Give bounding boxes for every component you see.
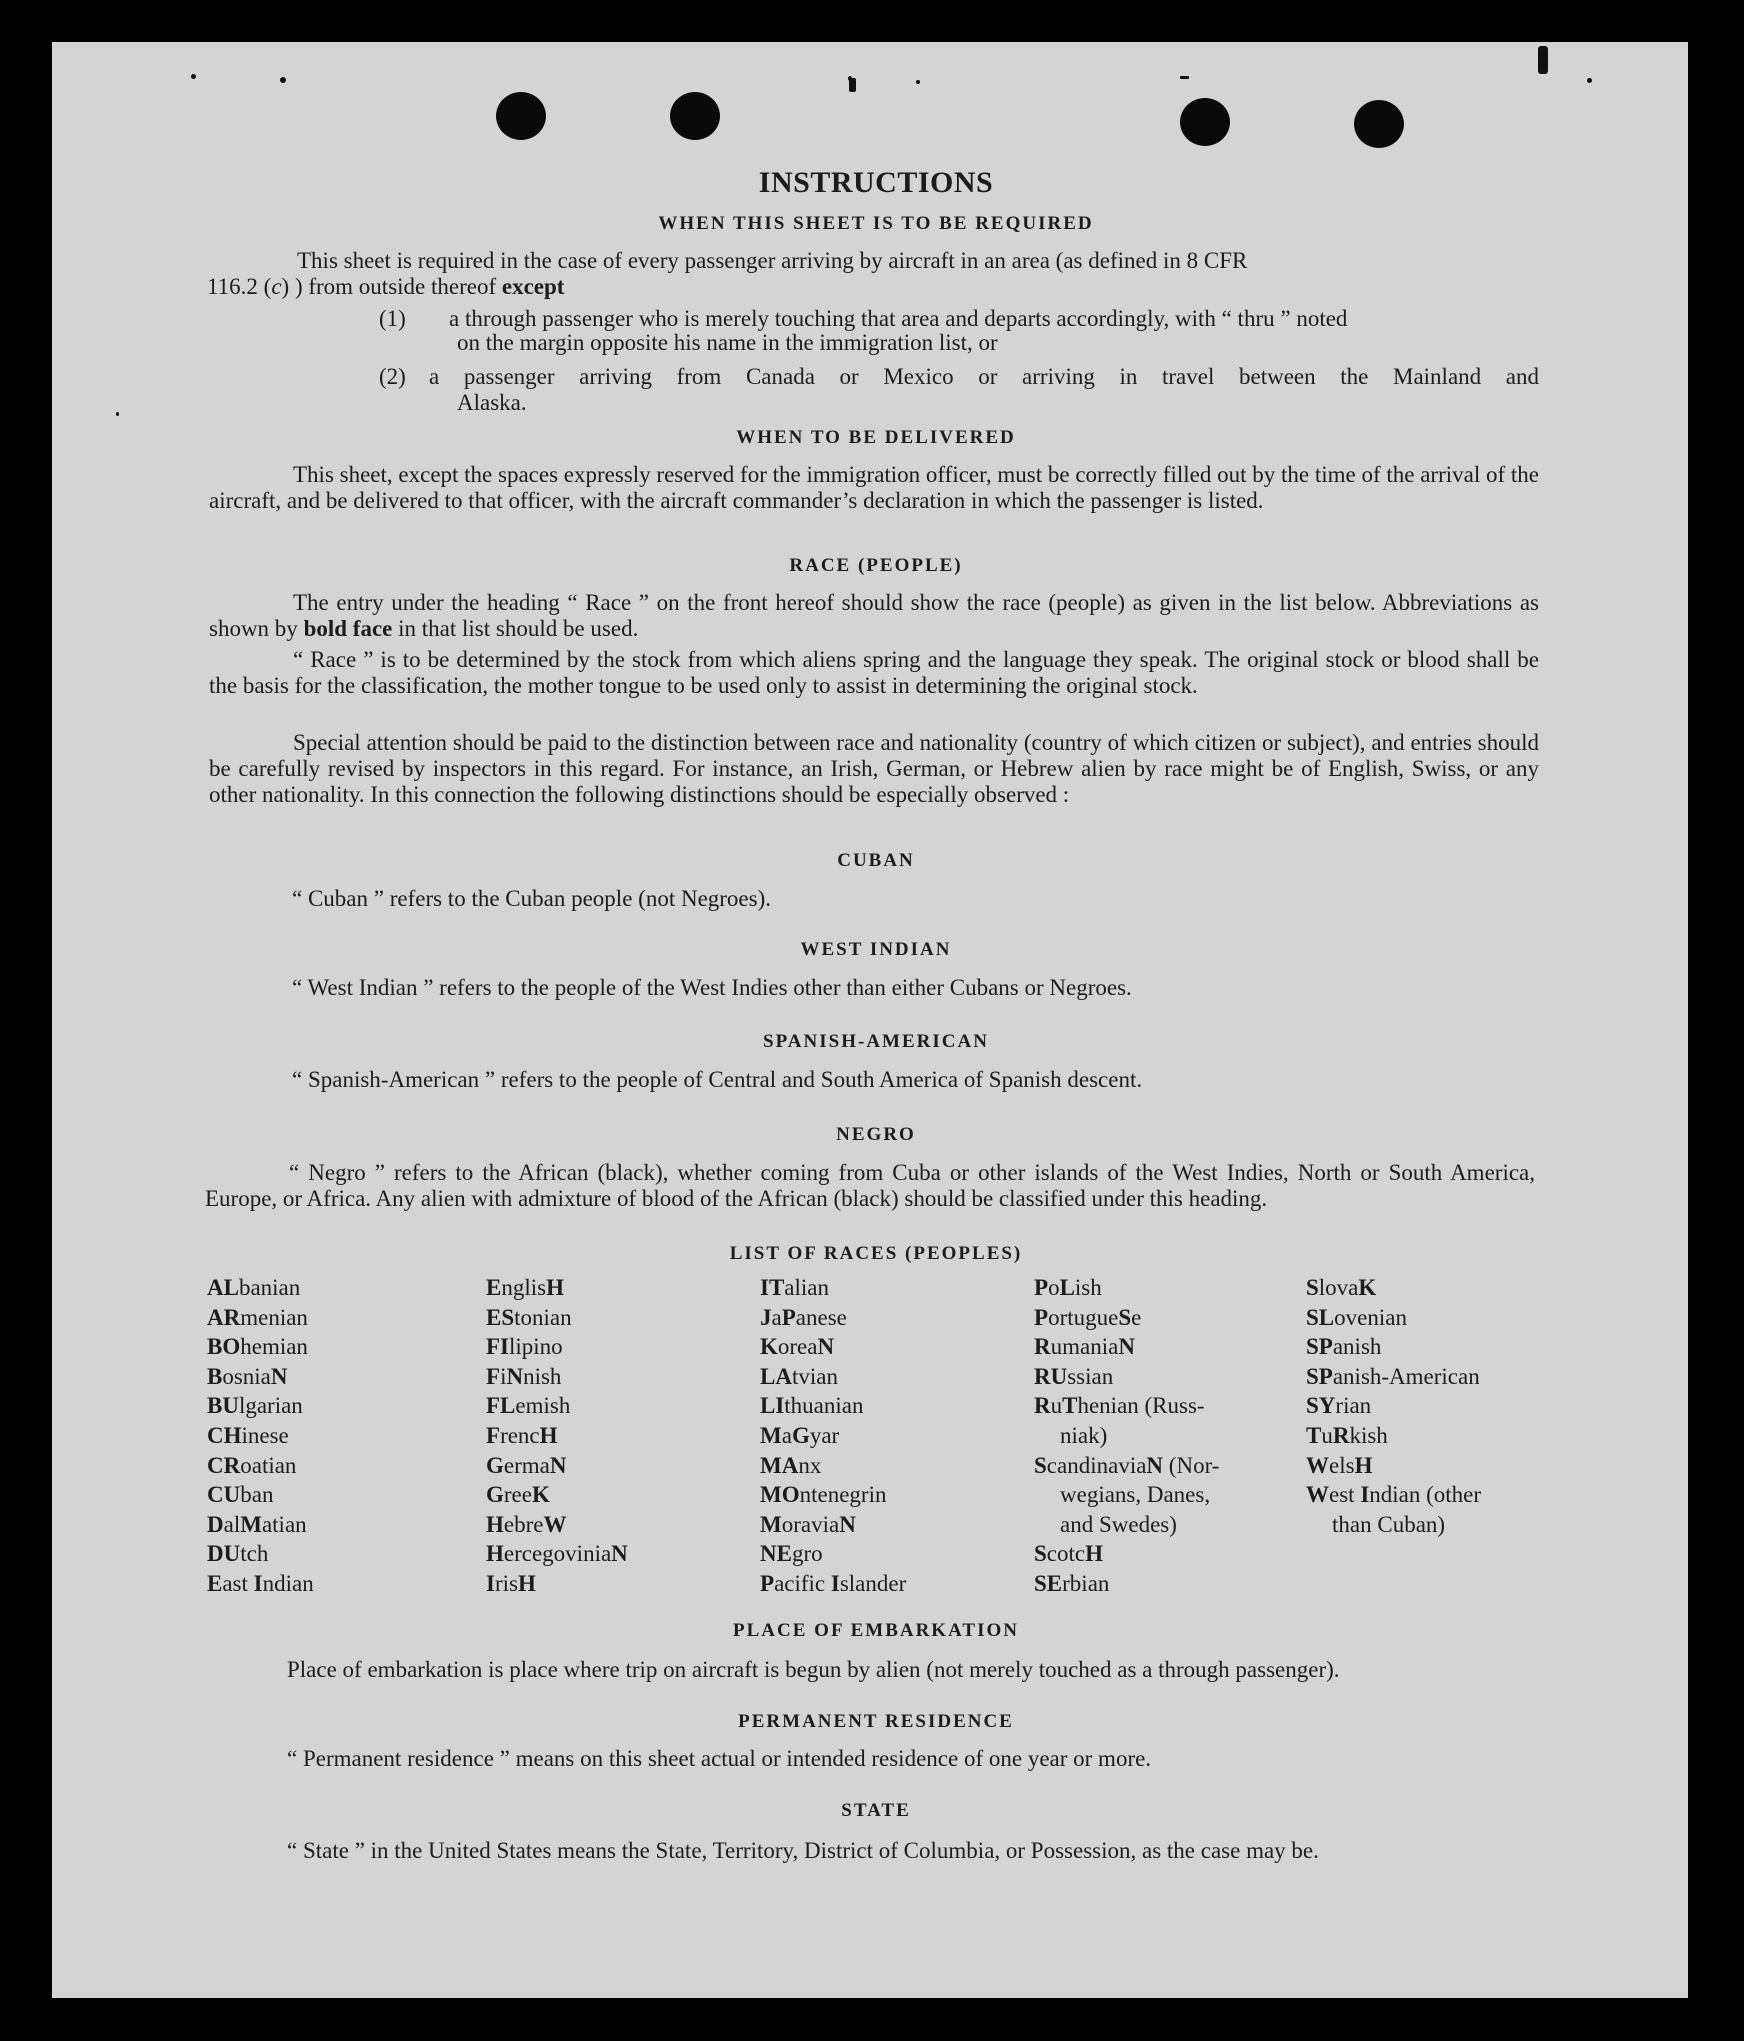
race-abbrev-letters: SY bbox=[1306, 1393, 1336, 1419]
race-name-text: est bbox=[1329, 1482, 1361, 1508]
race-abbrev-letters: ES bbox=[486, 1304, 515, 1330]
race-name-text: ebre bbox=[503, 1511, 544, 1537]
race-abbrev-letters: G bbox=[486, 1482, 504, 1508]
race-abbrev-letters: I bbox=[253, 1570, 263, 1596]
race-name-text: rian bbox=[1335, 1393, 1372, 1419]
punch-hole bbox=[1354, 100, 1404, 148]
race-name-text: ovenian bbox=[1334, 1304, 1407, 1330]
race-name-text: umania bbox=[1050, 1334, 1119, 1360]
race-abbrev-letters: AL bbox=[207, 1275, 239, 1300]
race-name-text: slander bbox=[839, 1570, 907, 1596]
race-name-text: ish bbox=[1074, 1275, 1102, 1300]
race-abbrev-letters: N bbox=[1118, 1334, 1135, 1360]
race-abbrev-letters: H bbox=[486, 1511, 504, 1537]
section-heading-state: STATE bbox=[841, 1800, 911, 1821]
paragraph-required-line2 bbox=[207, 274, 1533, 300]
race-abbrev-letters: H bbox=[486, 1541, 504, 1567]
race-name-text: orea bbox=[777, 1334, 818, 1360]
race-list-item bbox=[486, 1539, 628, 1569]
race-name-text: tch bbox=[240, 1541, 269, 1567]
race-list-item bbox=[486, 1303, 628, 1333]
race-name-text: ortugue bbox=[1048, 1304, 1119, 1330]
section-heading-spanish-american: SPANISH-AMERICAN bbox=[763, 1031, 989, 1052]
race-list-item bbox=[207, 1510, 314, 1540]
race-name-text: anish bbox=[1332, 1334, 1382, 1360]
race-name-text: atian bbox=[261, 1511, 307, 1537]
race-name-text: anese bbox=[795, 1304, 847, 1330]
race-list-item bbox=[1306, 1303, 1481, 1333]
race-abbrev-letters: LA bbox=[760, 1363, 792, 1389]
speck bbox=[849, 78, 856, 92]
race-name-text: oravia bbox=[781, 1511, 840, 1537]
paragraph-negro: “ Negro ” refers to the African (black), whether coming from Cuba or other islands of the West Indies, North or South America, Europe, or Africa. Any alien with admixture of blood of the African (black) should be classified under this heading. bbox=[205, 1160, 1535, 1211]
race-abbrev-letters: M bbox=[760, 1422, 782, 1448]
race-list-item bbox=[207, 1569, 314, 1599]
race-abbrev-letters: RU bbox=[1034, 1363, 1068, 1389]
text-segment: The entry under the heading “ Race ” on the front hereof should show the race (people) as given in the list below. Abbreviations as shown by bbox=[209, 590, 1539, 641]
list-item-text: a through passenger who is merely touching that area and departs accordingly, with “ thru ” noted bbox=[449, 306, 1348, 331]
race-name-text: acific bbox=[774, 1570, 831, 1596]
race-abbrev-letters: K bbox=[1358, 1275, 1377, 1300]
paragraph-cuban: “ Cuban ” refers to the Cuban people (not Negroes). bbox=[292, 886, 772, 911]
race-abbrev-letters: H bbox=[539, 1422, 558, 1448]
race-list-item bbox=[1034, 1273, 1219, 1303]
list-item-text: on the margin opposite his name in the immigration list, or bbox=[457, 330, 998, 355]
race-name-text: o bbox=[1048, 1275, 1060, 1300]
paragraph-embarkation: Place of embarkation is place where trip on aircraft is begun by alien (not merely touched as a through passenger). bbox=[287, 1657, 1340, 1682]
race-name-text: a bbox=[781, 1422, 792, 1448]
race-abbrev-letters: MO bbox=[760, 1482, 800, 1508]
race-list-column bbox=[760, 1273, 906, 1599]
race-name-text: ban bbox=[240, 1482, 274, 1508]
section-heading-negro: NEGRO bbox=[836, 1124, 916, 1145]
race-list-item bbox=[1306, 1273, 1481, 1303]
race-list-item bbox=[207, 1539, 314, 1569]
race-abbrev-letters: L bbox=[1059, 1275, 1075, 1300]
race-name-text: cotc bbox=[1046, 1541, 1086, 1567]
race-list-item bbox=[1306, 1391, 1481, 1421]
race-list-item bbox=[207, 1303, 314, 1333]
race-abbrev-letters: B bbox=[207, 1363, 223, 1389]
race-abbrev-letters: N bbox=[549, 1452, 567, 1478]
race-abbrev-letters: FI bbox=[486, 1334, 509, 1360]
race-abbrev-letters: P bbox=[781, 1304, 796, 1330]
race-abbrev-letters: SP bbox=[1306, 1334, 1333, 1360]
race-abbrev-letters: K bbox=[531, 1482, 550, 1508]
race-name-text: banian bbox=[238, 1275, 301, 1300]
race-name-text: u bbox=[1321, 1422, 1333, 1448]
race-name-text: ris bbox=[494, 1570, 518, 1596]
speck bbox=[1538, 46, 1548, 74]
section-heading-west-indian: WEST INDIAN bbox=[800, 939, 952, 960]
race-list-item bbox=[760, 1569, 906, 1599]
section-heading-residence: PERMANENT RESIDENCE bbox=[738, 1711, 1014, 1732]
race-abbrev-letters: K bbox=[760, 1334, 778, 1360]
race-abbrev-letters: CU bbox=[207, 1482, 241, 1508]
text-bold: bold face bbox=[303, 616, 393, 641]
race-abbrev-letters: N bbox=[506, 1363, 524, 1389]
race-name-text: erma bbox=[503, 1452, 550, 1478]
list-item-number: (2) bbox=[379, 364, 406, 389]
race-abbrev-letters: SL bbox=[1306, 1304, 1335, 1330]
race-abbrev-letters: N bbox=[817, 1334, 835, 1360]
race-abbrev-letters: E bbox=[486, 1275, 502, 1300]
race-name-text: al bbox=[223, 1511, 241, 1537]
list-item-number: (1) bbox=[379, 306, 406, 331]
race-abbrev-letters: CH bbox=[207, 1422, 242, 1448]
punch-hole bbox=[1180, 98, 1230, 146]
race-abbrev-letters: N bbox=[611, 1541, 628, 1567]
race-name-text: anish-American bbox=[1332, 1363, 1480, 1389]
race-name-text: gro bbox=[791, 1541, 823, 1567]
race-name-text: tonian bbox=[514, 1304, 572, 1330]
race-abbrev-letters: N bbox=[1146, 1452, 1164, 1478]
list-item-text: Alaska. bbox=[457, 390, 527, 415]
race-abbrev-letters: E bbox=[207, 1570, 223, 1596]
paragraph-delivered: This sheet, except the spaces expressly reserved for the immigration officer, must be correctly filled out by the time of the arrival of the aircraft, and be delivered to that officer, with the aircraft commander’s declaration in which the passenger is listed. bbox=[209, 462, 1539, 513]
race-abbrev-letters: BU bbox=[207, 1393, 239, 1419]
speck bbox=[916, 80, 920, 84]
text-italic: c bbox=[271, 274, 282, 299]
section-heading-when-required: WHEN THIS SHEET IS TO BE REQUIRED bbox=[658, 213, 1094, 234]
race-name-text: yar bbox=[809, 1422, 840, 1448]
race-list-item bbox=[207, 1273, 314, 1303]
race-abbrev-letters: G bbox=[791, 1422, 810, 1448]
section-heading-list-of-races: LIST OF RACES (PEOPLES) bbox=[729, 1243, 1023, 1264]
race-name-text: lgarian bbox=[238, 1393, 303, 1419]
text-bold: except bbox=[501, 274, 565, 299]
race-abbrev-letters: I bbox=[1360, 1482, 1370, 1508]
race-name-text: ndian (other bbox=[1369, 1482, 1482, 1508]
race-abbrev-letters: S bbox=[1034, 1541, 1047, 1567]
race-abbrev-letters: AR bbox=[207, 1304, 241, 1330]
race-list-column bbox=[207, 1273, 314, 1599]
race-list-item bbox=[486, 1421, 628, 1451]
race-abbrev-letters: D bbox=[207, 1511, 224, 1537]
race-list-item bbox=[486, 1451, 628, 1481]
race-list-item bbox=[760, 1480, 906, 1510]
race-abbrev-letters: F bbox=[486, 1422, 501, 1448]
speck bbox=[1180, 76, 1189, 79]
paragraph-west-indian: “ West Indian ” refers to the people of the West Indies other than either Cubans or Negroes. bbox=[292, 975, 1132, 1000]
race-list-column bbox=[486, 1273, 628, 1599]
race-abbrev-letters: H bbox=[546, 1275, 564, 1300]
race-abbrev-letters: NE bbox=[760, 1541, 792, 1567]
race-abbrev-letters: S bbox=[1034, 1452, 1047, 1478]
text-segment: in that list should be used. bbox=[392, 616, 639, 641]
race-list-item bbox=[486, 1362, 628, 1392]
race-name-text: kish bbox=[1349, 1422, 1388, 1448]
race-list-item bbox=[1034, 1569, 1219, 1599]
race-abbrev-letters: W bbox=[1306, 1452, 1329, 1478]
race-abbrev-letters: I bbox=[486, 1570, 495, 1596]
race-list-item bbox=[760, 1451, 906, 1481]
race-abbrev-letters: MA bbox=[760, 1452, 799, 1478]
paragraph-race-1 bbox=[209, 590, 1539, 642]
race-abbrev-letters: T bbox=[1306, 1422, 1322, 1448]
race-list-item bbox=[486, 1510, 628, 1540]
race-list-item bbox=[760, 1332, 906, 1362]
race-list-item bbox=[1306, 1451, 1481, 1481]
section-heading-when-delivered: WHEN TO BE DELIVERED bbox=[736, 427, 1016, 448]
race-abbrev-letters: T bbox=[1062, 1393, 1078, 1419]
race-abbrev-letters: H bbox=[517, 1570, 536, 1596]
race-name-text: i bbox=[500, 1363, 507, 1389]
race-name-text: e bbox=[1131, 1304, 1142, 1330]
speck bbox=[1587, 78, 1592, 83]
page-title: INSTRUCTIONS bbox=[758, 166, 994, 199]
race-abbrev-letters: SP bbox=[1306, 1363, 1333, 1389]
race-abbrev-letters: H bbox=[1354, 1452, 1373, 1478]
race-abbrev-letters: S bbox=[1306, 1275, 1319, 1300]
race-list-item bbox=[486, 1569, 628, 1599]
race-list-item: and Swedes) bbox=[1060, 1511, 1177, 1537]
section-heading-cuban: CUBAN bbox=[837, 850, 915, 871]
race-name-text: alian bbox=[784, 1275, 829, 1300]
race-name-text: lova bbox=[1318, 1275, 1359, 1300]
text-segment: ) ) from outside thereof bbox=[281, 274, 502, 299]
race-name-text: inese bbox=[241, 1422, 289, 1448]
section-heading-embarkation: PLACE OF EMBARKATION bbox=[733, 1620, 1019, 1641]
race-list-item bbox=[760, 1510, 906, 1540]
race-abbrev-letters: I bbox=[830, 1570, 840, 1596]
race-abbrev-letters: N bbox=[839, 1511, 856, 1537]
race-list-item bbox=[1306, 1421, 1481, 1451]
race-list-item bbox=[207, 1332, 314, 1362]
race-name-text: nglis bbox=[501, 1275, 547, 1300]
race-list-item bbox=[1034, 1391, 1219, 1421]
race-name-text: henian (Russ- bbox=[1077, 1393, 1205, 1419]
race-list-item bbox=[486, 1273, 628, 1303]
race-list-item bbox=[1306, 1480, 1481, 1510]
race-abbrev-letters: SE bbox=[1034, 1570, 1063, 1596]
race-abbrev-letters: P bbox=[760, 1570, 775, 1596]
race-name-text: ree bbox=[503, 1482, 532, 1508]
race-name-text: nish bbox=[523, 1363, 562, 1389]
race-list-item: niak) bbox=[1060, 1422, 1108, 1448]
punch-hole bbox=[496, 92, 546, 140]
race-name-text: ast bbox=[222, 1570, 254, 1596]
race-list-item bbox=[760, 1539, 906, 1569]
race-list-item bbox=[1034, 1332, 1219, 1362]
section-heading-race: RACE (PEOPLE) bbox=[789, 555, 963, 576]
race-name-text: tvian bbox=[791, 1363, 838, 1389]
race-abbrev-letters: BO bbox=[207, 1334, 241, 1360]
race-name-text: menian bbox=[240, 1304, 308, 1330]
punch-hole bbox=[670, 92, 720, 140]
paragraph-required-line1: This sheet is required in the case of every passenger arriving by aircraft in an area (as defined in 8 CFR bbox=[297, 248, 1248, 273]
race-abbrev-letters: FL bbox=[486, 1393, 516, 1419]
race-abbrev-letters: IT bbox=[760, 1275, 785, 1300]
race-list-column bbox=[1306, 1273, 1481, 1539]
speck bbox=[280, 77, 286, 83]
race-abbrev-letters: LI bbox=[760, 1393, 785, 1419]
race-name-text: lipino bbox=[509, 1334, 563, 1360]
race-abbrev-letters: DU bbox=[207, 1541, 241, 1567]
race-list-item bbox=[1306, 1332, 1481, 1362]
race-list-item bbox=[1306, 1362, 1481, 1392]
race-name-text: osnia bbox=[222, 1363, 271, 1389]
race-abbrev-letters: R bbox=[1034, 1393, 1051, 1419]
race-abbrev-letters: G bbox=[486, 1452, 504, 1478]
race-list-item bbox=[207, 1391, 314, 1421]
paragraph-residence: “ Permanent residence ” means on this sheet actual or intended residence of one year or more. bbox=[287, 1746, 1152, 1771]
race-abbrev-letters: CR bbox=[207, 1452, 241, 1478]
race-list-item bbox=[760, 1362, 906, 1392]
race-list-item: wegians, Danes, bbox=[1060, 1482, 1211, 1508]
race-name-text: oatian bbox=[240, 1452, 297, 1478]
race-name-text: ndian bbox=[262, 1570, 314, 1596]
race-abbrev-letters: M bbox=[760, 1511, 782, 1537]
race-abbrev-letters: H bbox=[1085, 1541, 1103, 1567]
race-list-item bbox=[486, 1332, 628, 1362]
race-list-item: than Cuban) bbox=[1332, 1511, 1446, 1537]
race-list-item bbox=[207, 1451, 314, 1481]
race-list-item bbox=[207, 1362, 314, 1392]
race-abbrev-letters: S bbox=[1118, 1304, 1132, 1330]
race-list-column bbox=[1034, 1273, 1219, 1599]
race-list-item bbox=[760, 1421, 906, 1451]
race-list-item bbox=[760, 1391, 906, 1421]
race-name-text: candinavia bbox=[1046, 1452, 1147, 1478]
race-abbrev-letters: W bbox=[543, 1511, 567, 1537]
race-list-item bbox=[1034, 1451, 1219, 1481]
race-name-text: emish bbox=[515, 1393, 571, 1419]
race-abbrev-letters: R bbox=[1034, 1334, 1051, 1360]
race-name-text: thuanian bbox=[784, 1393, 864, 1419]
paragraph-race-2: “ Race ” is to be determined by the stock from which aliens spring and the language they speak. The original stock or blood shall be the basis for the classification, the mother tongue to be used only to assist in determining the original stock. bbox=[209, 647, 1539, 698]
paragraph-spanish-american: “ Spanish-American ” refers to the people of Central and South America of Spanish descent. bbox=[292, 1067, 1143, 1092]
race-abbrev-letters: P bbox=[1034, 1304, 1049, 1330]
race-list-item bbox=[1034, 1539, 1219, 1569]
race-name-text: (Nor- bbox=[1163, 1452, 1220, 1478]
speck bbox=[191, 74, 196, 79]
race-list-item bbox=[760, 1273, 906, 1303]
race-name-text: hemian bbox=[240, 1334, 308, 1360]
list-item-text: a passenger arriving from Canada or Mexico or arriving in travel between the Mainland and bbox=[429, 364, 1539, 389]
speck bbox=[116, 412, 119, 416]
race-list-item bbox=[760, 1303, 906, 1333]
race-abbrev-letters: N bbox=[270, 1363, 288, 1389]
race-list-item bbox=[207, 1421, 314, 1451]
race-abbrev-letters: W bbox=[1306, 1482, 1329, 1508]
race-list-item bbox=[486, 1391, 628, 1421]
race-name-text: ercegovinia bbox=[503, 1541, 612, 1567]
paragraph-race-3: Special attention should be paid to the distinction between race and nationality (country of which citizen or subject), and entries should be carefully revised by inspectors in this regard. For instance, an Irish, German, or Hebrew alien by race might be of English, Swiss, or any other nationality. In this connection the following distinctions should be especially observed : bbox=[209, 730, 1539, 807]
race-list-item bbox=[486, 1480, 628, 1510]
race-abbrev-letters: P bbox=[1034, 1275, 1049, 1300]
race-name-text: rbian bbox=[1062, 1570, 1110, 1596]
race-abbrev-letters: R bbox=[1332, 1422, 1350, 1448]
text-segment: 116.2 ( bbox=[207, 274, 272, 299]
race-name-text: nx bbox=[798, 1452, 822, 1478]
race-name-text: a bbox=[771, 1304, 782, 1330]
race-name-text: ssian bbox=[1067, 1363, 1114, 1389]
race-abbrev-letters: M bbox=[240, 1511, 262, 1537]
race-abbrev-letters: J bbox=[760, 1304, 772, 1330]
paragraph-state: “ State ” in the United States means the State, Territory, District of Columbia, or Possession, as the case may be. bbox=[287, 1838, 1319, 1863]
race-list-item bbox=[207, 1480, 314, 1510]
race-list-item bbox=[1034, 1303, 1219, 1333]
race-list-item bbox=[1034, 1362, 1219, 1392]
race-name-text: renc bbox=[500, 1422, 540, 1448]
race-name-text: ntenegrin bbox=[799, 1482, 887, 1508]
race-name-text: u bbox=[1050, 1393, 1063, 1419]
race-name-text: els bbox=[1329, 1452, 1355, 1478]
race-abbrev-letters: F bbox=[486, 1363, 501, 1389]
